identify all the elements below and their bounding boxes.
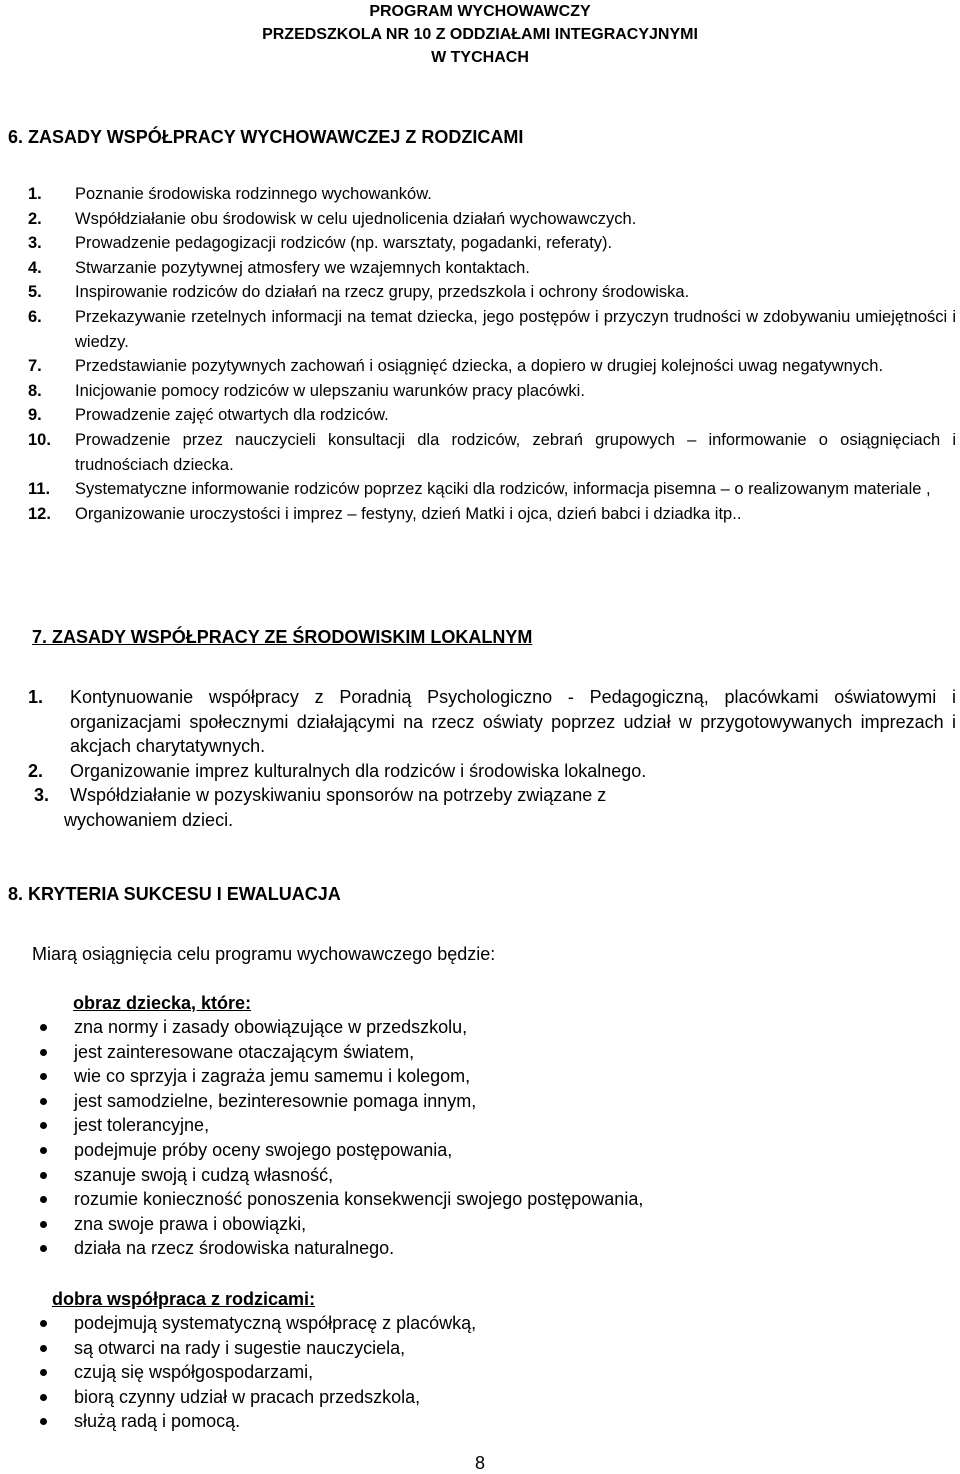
list-item — [40, 1064, 643, 1089]
item-text: działa na rzecz środowiska naturalnego. — [74, 1238, 395, 1259]
bullet-icon — [40, 1049, 47, 1056]
list-item — [28, 305, 956, 354]
bullet-icon — [40, 1147, 47, 1154]
item-number: 10. — [28, 430, 51, 449]
list-item — [40, 1336, 476, 1361]
item-text: biorą czynny udział w pracach przedszkola, — [74, 1386, 421, 1407]
list-item — [40, 1409, 476, 1434]
item-text: podejmują systematyczną współpracę z placówką, — [74, 1313, 477, 1333]
list-item — [40, 1236, 643, 1261]
list-item — [28, 428, 956, 477]
list-item — [28, 280, 956, 305]
list-item — [28, 403, 956, 428]
item-text: Systematyczne informowanie rodziców poprzez kąciki dla rodziców, informacja pisemna – o realizowanym materiale , — [75, 480, 931, 499]
bullet-icon — [40, 1073, 47, 1080]
group-2-title: dobra współpraca z rodzicami: — [52, 1289, 316, 1309]
item-number: 9. — [28, 406, 42, 425]
section-6-list — [28, 182, 956, 526]
item-text: zna swoje prawa i obowiązki, — [74, 1213, 307, 1234]
header-line-3: W TYCHACH — [431, 49, 529, 66]
item-text: Organizowanie imprez kulturalnych dla rodziców i środowiska lokalnego. — [70, 760, 647, 781]
item-text: Przedstawianie pozytywnych zachowań i osiągnięć dziecka, a dopiero w drugiej kolejności uwag negatywnych. — [75, 357, 884, 376]
item-number: 3. — [34, 785, 50, 805]
list-item — [40, 1212, 643, 1237]
item-text: Współdziałanie w pozyskiwaniu sponsorów na potrzeby związane z wychowaniem dzieci. — [64, 785, 607, 830]
list-item — [40, 1040, 643, 1065]
item-number: 1. — [28, 185, 42, 203]
bullet-icon — [40, 1345, 47, 1352]
section-8-intro: Miarą osiągnięcia celu programu wychowawczego będzie: — [32, 944, 496, 964]
item-number: 7. — [28, 357, 42, 376]
list-item — [40, 1138, 643, 1163]
group-1-title: obraz dziecka, które: — [73, 993, 252, 1013]
item-text: jest zainteresowane otaczającym światem, — [74, 1041, 415, 1062]
item-number: 1. — [28, 687, 44, 707]
section-6-title: 6. ZASADY WSPÓŁPRACY WYCHOWAWCZEJ Z RODZICAMI — [8, 127, 524, 147]
item-text: szanuje swoją i cudzą własność, — [74, 1164, 334, 1185]
section-8-title: 8. KRYTERIA SUKCESU I EWALUACJA — [8, 884, 341, 904]
item-number: 6. — [28, 307, 42, 326]
list-item — [28, 256, 956, 281]
bullet-icon — [40, 1418, 47, 1425]
header-line-1: PROGRAM WYCHOWAWCZY — [369, 3, 591, 20]
list-item — [28, 354, 956, 379]
item-number: 8. — [28, 381, 42, 400]
bullet-icon — [40, 1122, 47, 1129]
item-text: Organizowanie uroczystości i imprez – festyny, dzień Matki i ojca, dzień babci i dziadka itp.. — [75, 504, 742, 523]
section-7-list — [28, 685, 956, 832]
list-item — [28, 759, 956, 784]
item-text: Stwarzanie pozytywnej atmosfery we wzajemnych kontaktach. — [75, 258, 530, 277]
list-item — [40, 1113, 643, 1138]
list-item — [28, 783, 724, 832]
bullet-icon — [40, 1196, 47, 1203]
list-item — [40, 1089, 643, 1114]
item-number: 2. — [28, 760, 44, 781]
item-text: są otwarci na rady i sugestie nauczyciela, — [74, 1337, 406, 1358]
item-number: 5. — [28, 283, 42, 302]
bullet-icon — [40, 1024, 47, 1031]
bullet-icon — [40, 1245, 47, 1252]
item-text: Współdziałanie obu środowisk w celu ujednolicenia działań wychowawczych. — [75, 209, 637, 228]
list-item — [28, 502, 956, 527]
item-text: Przekazywanie rzetelnych informacji na temat dziecka, jego postępów i przyczyn trudności w zdobywaniu umiejętności i wiedzy. — [75, 307, 956, 351]
list-item — [40, 1311, 476, 1336]
list-item — [28, 379, 956, 404]
item-text: Poznanie środowiska rodzinnego wychowanków. — [75, 185, 432, 203]
list-item — [28, 182, 956, 207]
item-text: jest tolerancyjne, — [74, 1115, 210, 1136]
item-text: Inspirowanie rodziców do działań na rzecz grupy, przedszkola i ochrony środowiska. — [75, 283, 690, 302]
list-item — [40, 1015, 643, 1040]
bullet-icon — [40, 1098, 47, 1105]
item-number: 12. — [28, 504, 51, 523]
item-text: rozumie konieczność ponoszenia konsekwencji swojego postępowania, — [74, 1189, 644, 1210]
document-header — [0, 0, 960, 69]
group-2-list — [40, 1311, 476, 1434]
item-text: Prowadzenie pedagogizacji rodziców (np. warsztaty, pogadanki, referaty). — [75, 234, 613, 253]
section-7-title: 7. ZASADY WSPÓŁPRACY ZE ŚRODOWISKIM LOKALNYM — [32, 627, 533, 647]
list-item — [28, 231, 956, 256]
page-number: 8 — [474, 1453, 485, 1473]
item-number: 3. — [28, 234, 42, 253]
item-text: jest samodzielne, bezinteresownie pomaga innym, — [74, 1090, 477, 1111]
list-item — [28, 685, 956, 759]
item-text: Prowadzenie zajęć otwartych dla rodziców. — [75, 406, 389, 425]
item-number: 4. — [28, 258, 42, 277]
item-text: służą radą i pomocą. — [74, 1411, 241, 1432]
item-text: wie co sprzyja i zagraża jemu samemu i kolegom, — [74, 1066, 471, 1087]
bullet-icon — [40, 1394, 47, 1401]
list-item — [40, 1385, 476, 1410]
item-text: Kontynuowanie współpracy z Poradnią Psychologiczno - Pedagogiczną, placówkami oświatowymi i organizacjami społecznymi działającymi na rzecz oświaty poprzez udział w przygotowywanych imprezach i akcjach charytatywnych. — [70, 687, 956, 756]
item-text: czują się współgospodarzami, — [74, 1362, 314, 1383]
bullet-icon — [40, 1369, 47, 1376]
item-number: 2. — [28, 209, 42, 228]
group-1-list — [40, 1015, 643, 1261]
bullet-icon — [40, 1221, 47, 1228]
item-text: zna normy i zasady obowiązujące w przedszkolu, — [74, 1017, 468, 1037]
list-item — [40, 1187, 643, 1212]
list-item — [40, 1360, 476, 1385]
header-line-2: PRZEDSZKOLA NR 10 Z ODDZIAŁAMI INTEGRACYJNYMI — [262, 26, 698, 43]
bullet-icon — [40, 1172, 47, 1179]
list-item — [28, 207, 956, 232]
item-text: podejmuje próby oceny swojego postępowania, — [74, 1139, 453, 1160]
item-number: 11. — [28, 480, 51, 499]
bullet-icon — [40, 1320, 47, 1327]
item-text: Inicjowanie pomocy rodziców w ulepszaniu warunków pracy placówki. — [75, 381, 585, 400]
list-item — [28, 477, 956, 502]
item-text: Prowadzenie przez nauczycieli konsultacji dla rodziców, zebrań grupowych – informowanie o osiągnięciach i trudnościach dziecka. — [75, 430, 956, 474]
list-item — [40, 1163, 643, 1188]
